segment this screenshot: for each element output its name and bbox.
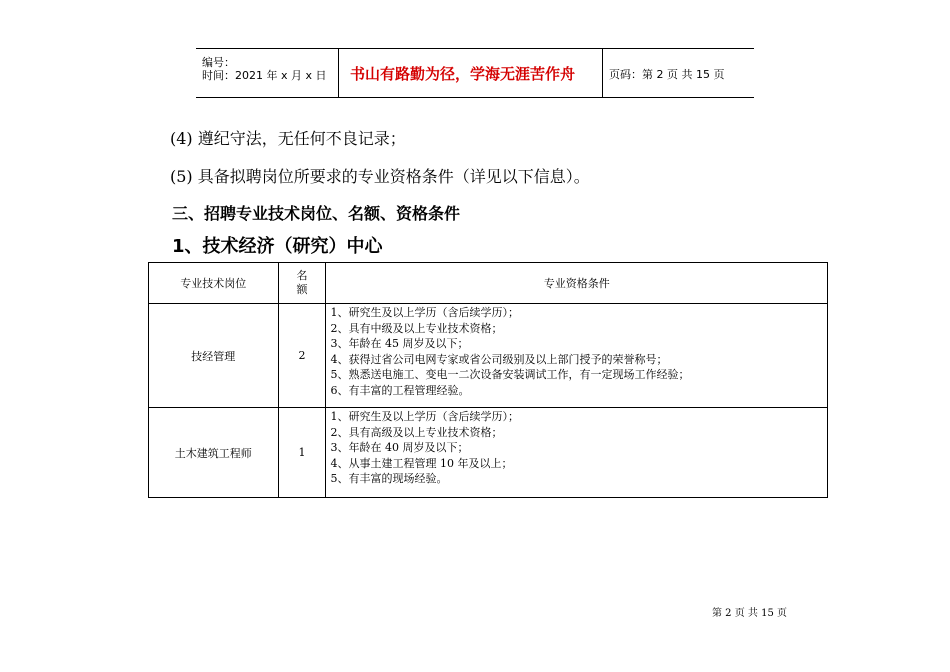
row-conditions	[326, 304, 828, 408]
table-header-row	[149, 263, 828, 304]
page-footer: 第 2 页 共 15 页	[712, 608, 787, 619]
condition-line: 6、有丰富的工程管理经验。	[330, 383, 470, 397]
condition-line: 3、年龄在 45 周岁及以下；	[330, 337, 469, 350]
header-left-cell	[196, 49, 339, 97]
requirement-item-4: (4) 遵纪守法，无任何不良记录；	[170, 129, 406, 148]
motto-text: 书山有路勤为径，学海无涯苦作舟	[350, 65, 576, 83]
header-right-cell	[602, 49, 755, 97]
row-quota: 1	[278, 408, 326, 498]
page-label: 页码：第 2 页 共 15 页	[609, 68, 725, 81]
row-position: 技经管理	[149, 304, 279, 408]
row-quota: 2	[278, 304, 326, 408]
positions-table	[148, 262, 828, 498]
page-header	[196, 48, 754, 98]
table-row	[149, 304, 828, 408]
section-3-title: 三、招聘专业技术岗位、名额、资格条件	[172, 204, 461, 223]
header-quota	[278, 263, 326, 304]
condition-line: 2、具有高级及以上专业技术资格；	[330, 425, 503, 439]
row-conditions	[326, 408, 828, 498]
subsection-1-title: 1、技术经济（研究）中心	[172, 236, 383, 257]
date-label: 时间：2021 年 x 月 x 日	[202, 69, 327, 82]
condition-line: 5、熟悉送电施工、变电一二次设备安装调试工作，有一定现场工作经验；	[330, 368, 690, 381]
header-position: 专业技术岗位	[149, 263, 279, 304]
number-label: 编号：	[202, 56, 235, 69]
condition-line: 4、从事土建工程管理 10 年及以上；	[330, 456, 513, 470]
condition-line: 3、年龄在 40 周岁及以下；	[330, 441, 469, 454]
header-conditions: 专业资格条件	[326, 263, 828, 304]
table-row	[149, 408, 828, 498]
header-quota-text: 名 额	[296, 269, 308, 296]
row-position: 土木建筑工程师	[149, 408, 279, 498]
condition-line: 1、研究生及以上学历（含后续学历）；	[330, 306, 519, 319]
requirement-item-5: (5) 具备拟聘岗位所要求的专业资格条件（详见以下信息）。	[170, 167, 590, 186]
condition-line: 1、研究生及以上学历（含后续学历）；	[330, 410, 519, 423]
condition-line: 4、获得过省公司电网专家或省公司级别及以上部门授予的荣誉称号；	[330, 352, 668, 366]
condition-line: 2、具有中级及以上专业技术资格；	[330, 321, 503, 335]
condition-line: 5、有丰富的现场经验。	[330, 472, 448, 485]
